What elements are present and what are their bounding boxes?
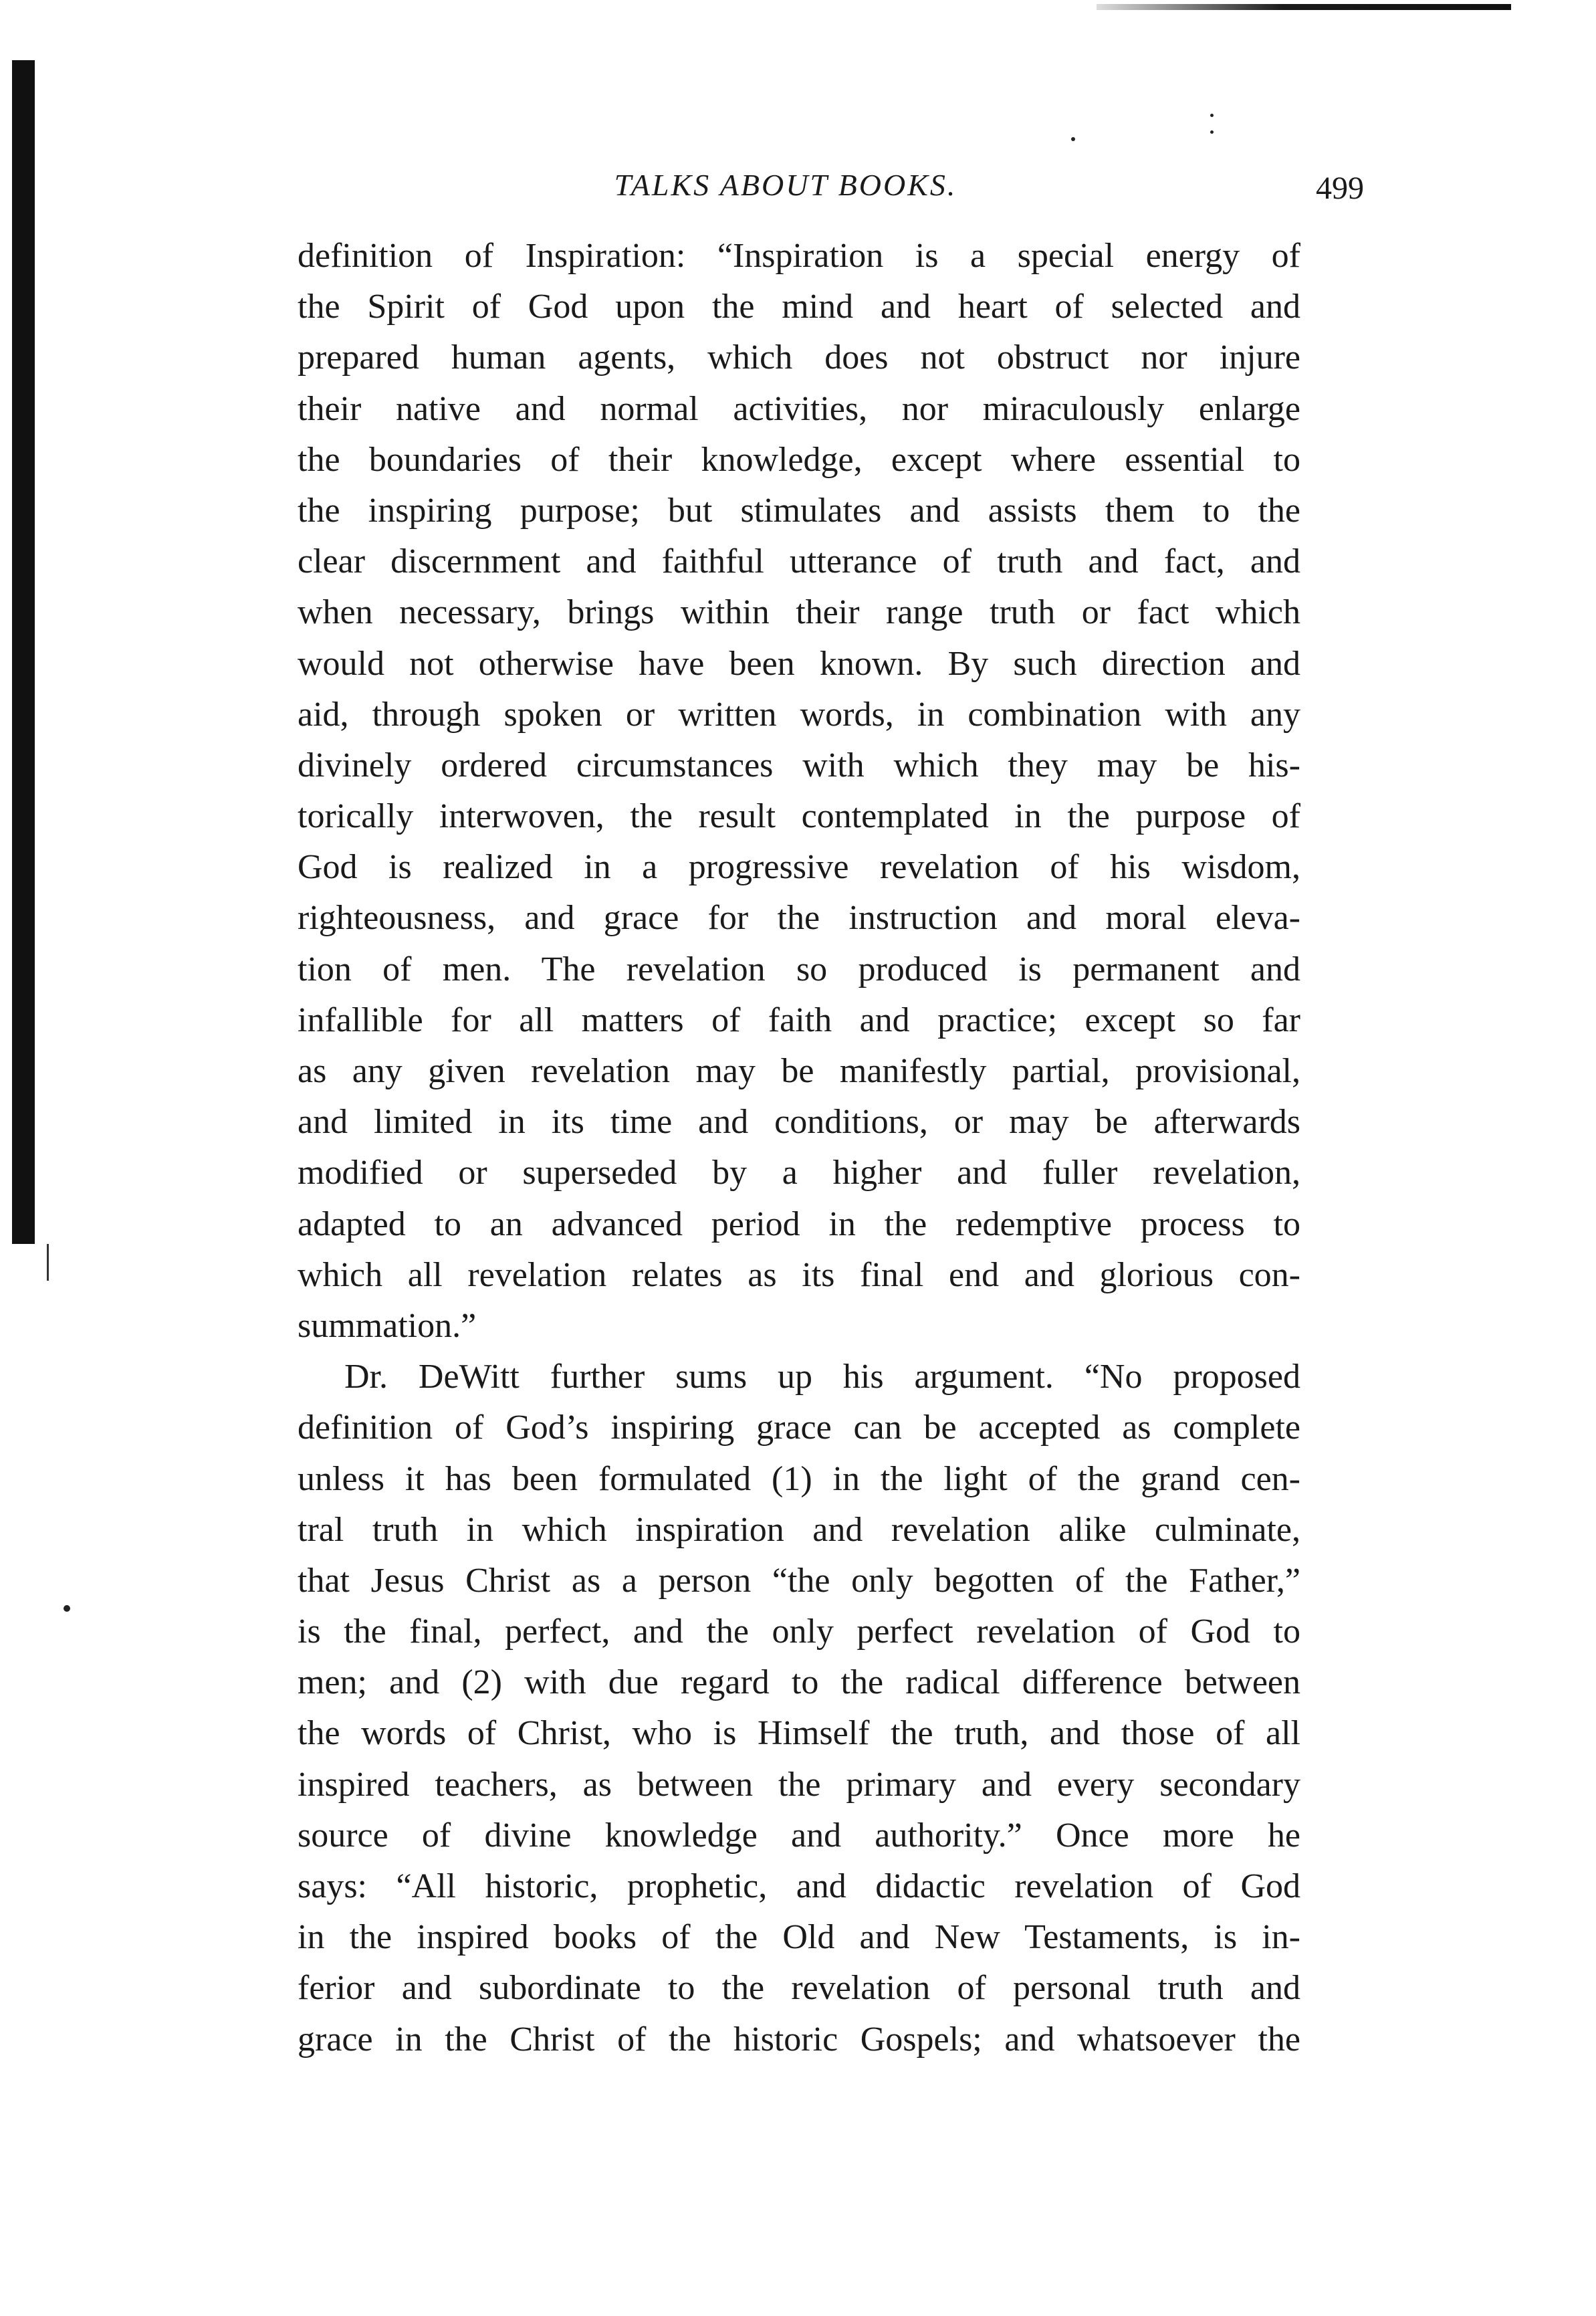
text-line: definition of Inspiration: “Inspiration is a special energy of: [298, 237, 1300, 275]
text-line: when necessary, brings within their range truth or fact which: [298, 593, 1300, 632]
text-line: says: “All historic, prophetic, and didactic revelation of God: [298, 1867, 1300, 1905]
text-line: the inspiring purpose; but stimulates and assists them to the: [298, 491, 1300, 530]
text-line: unless it has been formulated (1) in the light of the grand cen-: [298, 1459, 1300, 1498]
running-head: [207, 161, 1364, 221]
text-line: would not otherwise have been known. By such direction and: [298, 644, 1300, 683]
text-line: source of divine knowledge and authority.” Once more he: [298, 1816, 1300, 1855]
text-line: men; and (2) with due regard to the radical difference between: [298, 1663, 1300, 1702]
text-line: in the inspired books of the Old and New Testaments, is in-: [298, 1918, 1300, 1957]
text-line: and limited in its time and conditions, or may be afterwards: [298, 1103, 1300, 1142]
text-line: divinely ordered circumstances with which they may be his-: [298, 746, 1300, 784]
scan-speck: [1210, 130, 1214, 134]
text-line: inspired teachers, as between the primary and every secondary: [298, 1765, 1300, 1804]
text-line: tral truth in which inspiration and revelation alike culminate,: [298, 1510, 1300, 1549]
text-line: Dr. DeWitt further sums up his argument. “No proposed: [344, 1358, 1300, 1396]
text-line: summation.”: [298, 1306, 477, 1345]
body-text: [298, 231, 1300, 2065]
text-line: the Spirit of God upon the mind and heart of selected and: [298, 288, 1300, 326]
text-line: ferior and subordinate to the revelation of personal truth and: [298, 1969, 1300, 2008]
text-line: torically interwoven, the result contemplated in the purpose of: [298, 797, 1300, 836]
text-line: tion of men. The revelation so produced is permanent and: [298, 950, 1300, 988]
scan-speck: [64, 1605, 70, 1612]
text-line: grace in the Christ of the historic Gospels; and whatsoever the: [298, 2020, 1300, 2059]
text-line: the words of Christ, who is Himself the truth, and those of all: [298, 1714, 1300, 1753]
scan-edge-rule: [1097, 4, 1511, 10]
text-line: that Jesus Christ as a person “the only begotten of the Father,”: [298, 1561, 1300, 1600]
text-line: aid, through spoken or written words, in combination with any: [298, 695, 1300, 734]
text-line: definition of God’s inspiring grace can be accepted as complete: [298, 1408, 1300, 1447]
text-line: adapted to an advanced period in the redemptive process to: [298, 1204, 1300, 1243]
scan-binding-shadow: [12, 60, 35, 1244]
text-line: their native and normal activities, nor miraculously enlarge: [298, 389, 1300, 428]
running-title: TALKS ABOUT BOOKS.: [614, 168, 957, 202]
text-line: which all revelation relates as its final end and glorious con-: [298, 1255, 1300, 1294]
scan-speck: [1071, 137, 1075, 141]
scan-binding-mark: [47, 1244, 49, 1281]
text-line: clear discernment and faithful utterance of truth and fact, and: [298, 542, 1300, 581]
text-line: God is realized in a progressive revelation of his wisdom,: [298, 848, 1300, 887]
text-line: modified or superseded by a higher and fuller revelation,: [298, 1154, 1300, 1192]
text-line: is the final, perfect, and the only perfect revelation of God to: [298, 1612, 1300, 1651]
text-line: righteousness, and grace for the instruction and moral eleva-: [298, 899, 1300, 938]
text-line: prepared human agents, which does not obstruct nor injure: [298, 338, 1300, 377]
page-number: 499: [1316, 171, 1364, 206]
text-line: the boundaries of their knowledge, except where essential to: [298, 440, 1300, 479]
scan-speck: [1210, 114, 1214, 117]
text-line: as any given revelation may be manifestly partial, provisional,: [298, 1052, 1300, 1090]
text-line: infallible for all matters of faith and practice; except so far: [298, 1001, 1300, 1039]
